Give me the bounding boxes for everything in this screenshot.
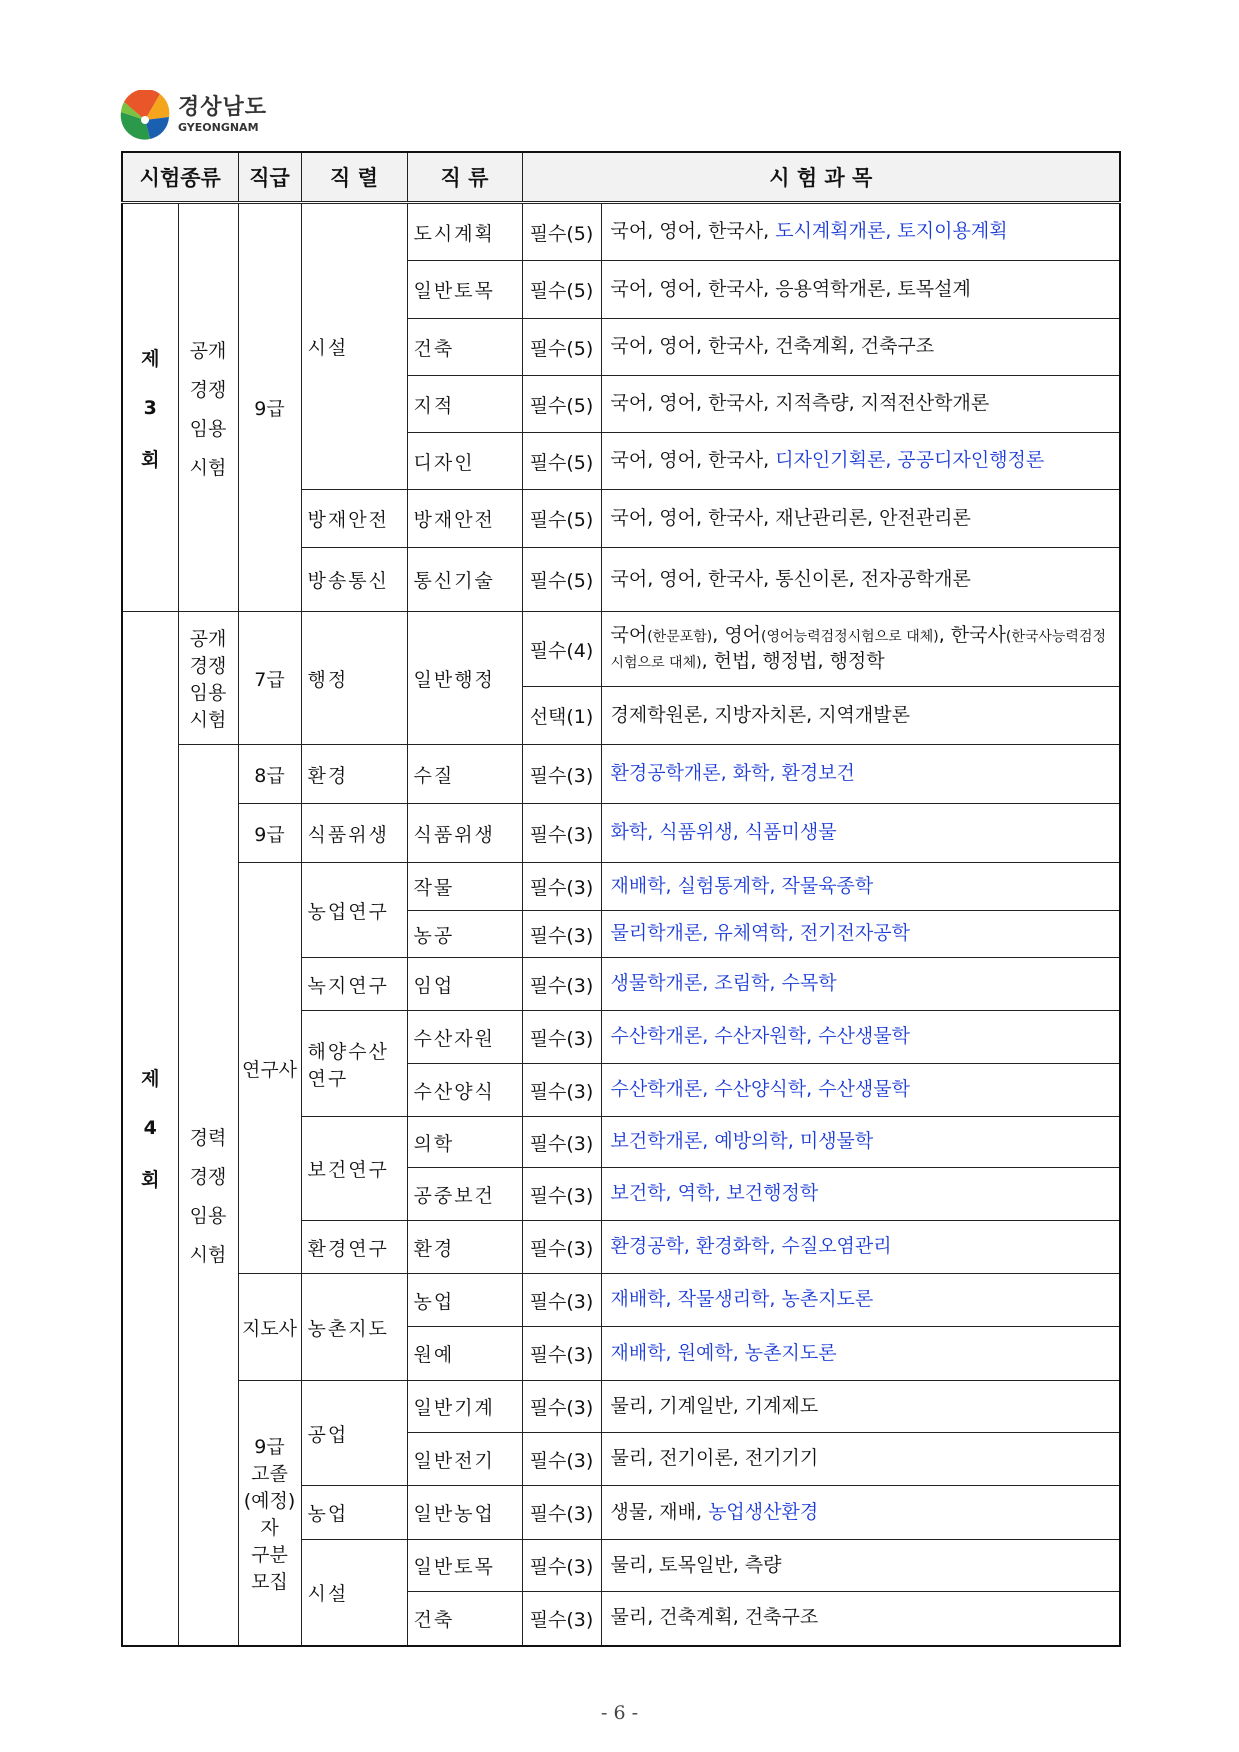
header-subjects: 시 험 과 목 <box>522 152 1120 203</box>
grade-cell <box>238 1381 301 1646</box>
grade-cell <box>238 863 301 1274</box>
series-cell: 농업연구 <box>301 863 407 958</box>
requirement-cell: 필수(5) <box>522 433 601 490</box>
class-cell: 지적 <box>407 376 522 433</box>
logo-english-text: GYEONGNAM <box>178 121 259 134</box>
subject-text: 국어, 영어, 한국사, 재난관리론, 안전관리론 <box>610 506 971 529</box>
series-cell: 녹지연구 <box>301 958 407 1011</box>
subjects-cell <box>601 804 1120 863</box>
grade-line: 고졸 <box>251 1462 288 1485</box>
grade-line: 9급 <box>254 823 285 846</box>
subject-text: 보건학, 역학, 보건행정학 <box>610 1182 819 1205</box>
requirement-cell: 필수(3) <box>522 1274 601 1327</box>
subjects-cell <box>601 261 1120 319</box>
class-cell: 일반기계 <box>407 1381 522 1433</box>
requirement-cell: 필수(3) <box>522 1381 601 1433</box>
exam-subjects-table <box>121 151 1121 1647</box>
subject-text: 수산학개론, 수산자원학, 수산생물학 <box>610 1025 910 1048</box>
requirement-cell: 필수(5) <box>522 319 601 376</box>
exam-type-line: 경력 <box>189 1126 227 1149</box>
subject-text: 국어, 영어, 한국사, <box>610 449 776 472</box>
subject-text: 경제학원론, 지방자치론, 지역개발론 <box>610 703 910 726</box>
class-cell: 건축 <box>407 1592 522 1646</box>
requirement-cell: 선택(1) <box>522 687 601 745</box>
subject-text: 환경공학, 환경화학, 수질오염관리 <box>610 1235 892 1258</box>
requirement-cell: 필수(3) <box>522 1011 601 1064</box>
class-cell: 환경 <box>407 1221 522 1274</box>
gyeongnam-emblem-icon <box>120 90 170 140</box>
requirement-cell: 필수(3) <box>522 1168 601 1221</box>
subject-text: 국어, 영어, 한국사, 지적측량, 지적전산학개론 <box>610 392 990 415</box>
series-cell: 행정 <box>301 612 407 745</box>
subject-text: 국어 <box>610 624 648 647</box>
exam-type-line: 경쟁 <box>189 378 227 401</box>
exam-type-cell <box>178 203 238 612</box>
subject-text: 도시계획개론, 토지이용계획 <box>775 220 1008 243</box>
subjects-cell <box>601 1064 1120 1117</box>
series-cell: 방송통신 <box>301 548 407 612</box>
exam-type-line: 경쟁 <box>189 1165 227 1188</box>
requirement-cell: 필수(3) <box>522 1540 601 1592</box>
subject-text: , 한국사 <box>938 624 1006 647</box>
logo-korean-text: 경상남도 <box>178 95 268 120</box>
table-row <box>122 203 1120 261</box>
subjects-cell <box>601 433 1120 490</box>
subject-text: 디자인기획론, 공공디자인행정론 <box>775 449 1045 472</box>
subject-text: 재배학, 원예학, 농촌지도론 <box>610 1341 837 1364</box>
section-label <box>122 612 178 1646</box>
series-cell: 농업 <box>301 1486 407 1540</box>
subject-text: 물리, 건축계획, 건축구조 <box>610 1606 819 1629</box>
exam-type-line: 임용 <box>189 417 227 440</box>
subject-text: 국어, 영어, 한국사, <box>610 220 776 243</box>
grade-cell <box>238 1274 301 1381</box>
page-number: - 6 - <box>600 1702 638 1724</box>
section-label-char: 4 <box>143 1117 157 1140</box>
section-label-char: 회 <box>141 448 160 471</box>
requirement-cell: 필수(3) <box>522 1117 601 1168</box>
subjects-cell <box>601 863 1120 911</box>
requirement-cell: 필수(3) <box>522 863 601 911</box>
subjects-cell <box>601 319 1120 376</box>
subject-text: , 헌법, 행정법, 행정학 <box>701 650 885 672</box>
series-cell: 농촌지도 <box>301 1274 407 1381</box>
series-cell: 보건연구 <box>301 1117 407 1221</box>
grade-line: 구분 <box>251 1543 288 1566</box>
subject-text: 국어, 영어, 한국사, 건축계획, 건축구조 <box>610 335 935 358</box>
class-cell: 작물 <box>407 863 522 911</box>
grade-line: 연구사 <box>241 1058 298 1081</box>
class-cell: 수산양식 <box>407 1064 522 1117</box>
series-cell: 환경연구 <box>301 1221 407 1274</box>
gyeongnam-logo <box>120 90 267 140</box>
subject-text: 재배학, 작물생리학, 농촌지도론 <box>610 1288 874 1311</box>
requirement-cell: 필수(5) <box>522 261 601 319</box>
class-cell: 방재안전 <box>407 490 522 548</box>
class-cell: 일반토목 <box>407 1540 522 1592</box>
subjects-cell <box>601 490 1120 548</box>
subject-text: 물리, 전기이론, 전기기기 <box>610 1447 819 1470</box>
subjects-cell <box>601 1011 1120 1064</box>
requirement-cell: 필수(5) <box>522 376 601 433</box>
table-row <box>122 1274 1120 1327</box>
section-label-char: 3 <box>143 396 157 419</box>
subjects-cell <box>601 1486 1120 1540</box>
requirement-cell: 필수(3) <box>522 1592 601 1646</box>
exam-type-line: 공개 <box>189 339 227 362</box>
series-cell: 방재안전 <box>301 490 407 548</box>
class-cell: 일반전기 <box>407 1433 522 1486</box>
subject-text: 생물학개론, 조림학, 수목학 <box>610 972 837 995</box>
section-label-char: 제 <box>141 1068 160 1091</box>
subjects-cell <box>601 376 1120 433</box>
series-cell: 시설 <box>301 203 407 490</box>
subjects-cell <box>601 911 1120 958</box>
header-exam-type: 시험종류 <box>122 152 238 203</box>
subjects-cell <box>601 1117 1120 1168</box>
subject-text: 환경공학개론, 화학, 환경보건 <box>610 762 855 785</box>
table-row <box>122 745 1120 804</box>
grade-line: 모집 <box>251 1570 288 1593</box>
grade-line: 지도사 <box>241 1317 298 1340</box>
class-cell: 도시계획 <box>407 203 522 261</box>
class-cell: 일반토목 <box>407 261 522 319</box>
subject-text: 수산학개론, 수산양식학, 수산생물학 <box>610 1078 910 1101</box>
header-series: 직 렬 <box>301 152 407 203</box>
subjects-cell <box>601 203 1120 261</box>
section-label <box>122 203 178 612</box>
subjects-cell <box>601 1168 1120 1221</box>
class-cell: 공중보건 <box>407 1168 522 1221</box>
section-label-char: 제 <box>141 347 160 370</box>
grade-line: 7급 <box>254 668 285 691</box>
subject-text: 국어, 영어, 한국사, 통신이론, 전자공학개론 <box>610 567 971 590</box>
grade-cell <box>238 804 301 863</box>
grade-line: (예정) <box>243 1489 296 1512</box>
exam-type-cell <box>178 745 238 1646</box>
requirement-cell: 필수(3) <box>522 745 601 804</box>
series-cell: 해양수산연구 <box>301 1011 407 1117</box>
subjects-cell <box>601 1540 1120 1592</box>
class-cell: 농공 <box>407 911 522 958</box>
class-cell: 디자인 <box>407 433 522 490</box>
class-cell: 임업 <box>407 958 522 1011</box>
header-class: 직 류 <box>407 152 522 203</box>
exam-type-line: 임용 <box>189 682 227 704</box>
exam-type-line: 시험 <box>189 456 227 479</box>
subjects-cell <box>601 1221 1120 1274</box>
requirement-cell: 필수(5) <box>522 490 601 548</box>
subject-text: (한국사능력검정시험으로 대체) <box>610 629 1107 671</box>
subjects-cell <box>601 1433 1120 1486</box>
subject-text: 물리, 토목일반, 측량 <box>610 1553 782 1576</box>
grade-cell <box>238 203 301 612</box>
exam-type-line: 공개 <box>189 628 227 650</box>
requirement-cell: 필수(3) <box>522 1221 601 1274</box>
exam-type-line: 시험 <box>189 709 227 731</box>
table-row <box>122 863 1120 911</box>
subject-text: 재배학, 실험통계학, 작물육종학 <box>610 874 874 897</box>
requirement-cell: 필수(3) <box>522 1486 601 1540</box>
subjects-cell <box>601 1327 1120 1381</box>
subjects-cell <box>601 1381 1120 1433</box>
subject-text: 국어, 영어, 한국사, 응용역학개론, 토목설계 <box>610 277 971 300</box>
grade-line: 9급 <box>254 398 285 420</box>
requirement-cell: 필수(3) <box>522 804 601 863</box>
exam-type-line: 시험 <box>189 1243 227 1266</box>
requirement-cell: 필수(3) <box>522 958 601 1011</box>
subject-text: 물리학개론, 유체역학, 전기전자공학 <box>610 922 910 945</box>
section-label-char: 회 <box>141 1169 160 1192</box>
class-cell: 수산자원 <box>407 1011 522 1064</box>
subjects-cell <box>601 612 1120 687</box>
subject-text: 보건학개론, 예방의학, 미생물학 <box>610 1130 874 1153</box>
subject-text: (한문포함) <box>647 629 713 646</box>
requirement-cell: 필수(5) <box>522 203 601 261</box>
class-cell: 건축 <box>407 319 522 376</box>
table-row <box>122 1381 1120 1433</box>
grade-line: 자 <box>260 1516 279 1539</box>
grade-line: 8급 <box>254 764 285 787</box>
table-header-row <box>122 152 1120 203</box>
exam-type-line: 임용 <box>189 1204 227 1227</box>
table-row <box>122 804 1120 863</box>
requirement-cell: 필수(3) <box>522 1327 601 1381</box>
subject-text: , 영어 <box>712 624 762 647</box>
exam-type-line: 경쟁 <box>189 655 227 677</box>
class-cell: 수질 <box>407 745 522 804</box>
class-cell: 원예 <box>407 1327 522 1381</box>
grade-cell <box>238 612 301 745</box>
subject-text: (영어능력검정시험으로 대체) <box>761 629 939 646</box>
class-cell: 통신기술 <box>407 548 522 612</box>
requirement-cell: 필수(3) <box>522 911 601 958</box>
subject-text: 화학, 식품위생, 식품미생물 <box>610 821 837 844</box>
series-cell: 공업 <box>301 1381 407 1486</box>
series-cell: 시설 <box>301 1540 407 1646</box>
series-cell: 환경 <box>301 745 407 804</box>
grade-line: 9급 <box>254 1435 285 1458</box>
requirement-cell: 필수(3) <box>522 1433 601 1486</box>
class-cell: 식품위생 <box>407 804 522 863</box>
grade-cell <box>238 745 301 804</box>
requirement-cell: 필수(4) <box>522 612 601 687</box>
subject-text: 물리, 기계일반, 기계제도 <box>610 1394 819 1417</box>
requirement-cell: 필수(3) <box>522 1064 601 1117</box>
header-grade: 직급 <box>238 152 301 203</box>
subjects-cell <box>601 1274 1120 1327</box>
series-cell: 식품위생 <box>301 804 407 863</box>
class-cell: 의학 <box>407 1117 522 1168</box>
subject-text: 농업생산환경 <box>708 1500 819 1523</box>
subject-text: 생물, 재배, <box>610 1500 709 1523</box>
class-cell: 일반행정 <box>407 612 522 745</box>
subjects-cell <box>601 745 1120 804</box>
subjects-cell <box>601 548 1120 612</box>
exam-type-cell <box>178 612 238 745</box>
class-cell: 일반농업 <box>407 1486 522 1540</box>
table-row <box>122 612 1120 687</box>
subjects-cell <box>601 1592 1120 1646</box>
subjects-cell <box>601 687 1120 745</box>
class-cell: 농업 <box>407 1274 522 1327</box>
subjects-cell <box>601 958 1120 1011</box>
requirement-cell: 필수(5) <box>522 548 601 612</box>
